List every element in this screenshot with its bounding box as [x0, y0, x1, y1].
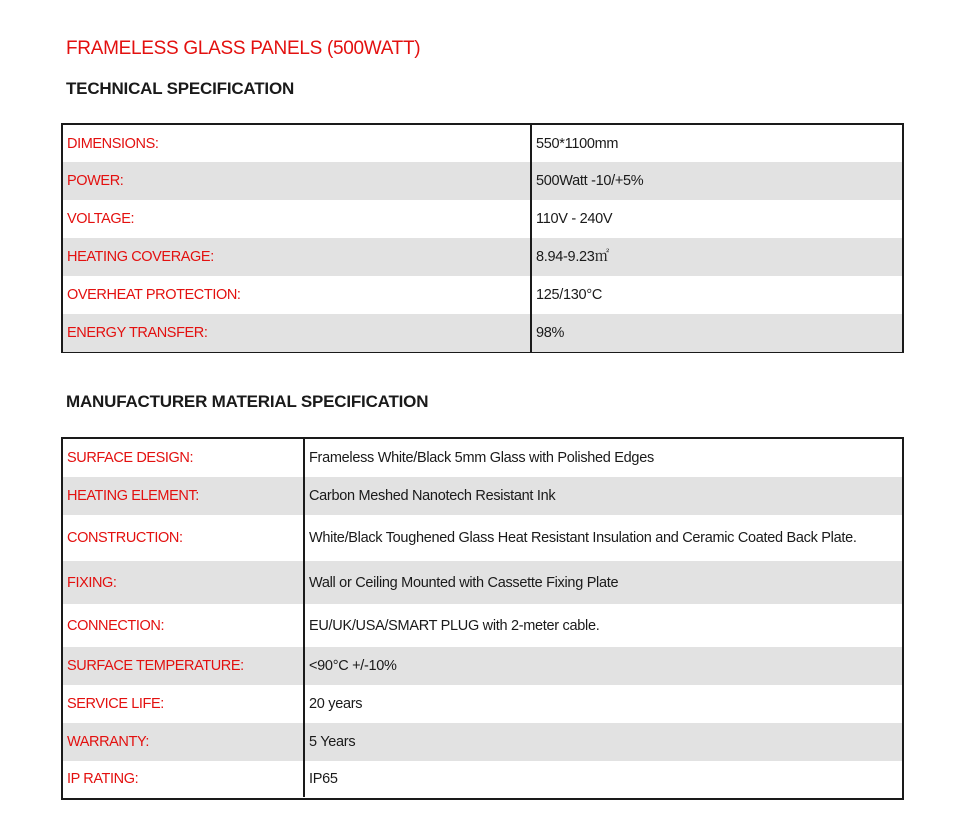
table-row-service-life — [63, 685, 902, 723]
table-row-power — [63, 162, 902, 200]
row-value: Frameless White/Black 5mm Glass with Polished Edges — [309, 450, 654, 466]
row-value: 550*1100mm — [536, 135, 619, 152]
row-label: CONSTRUCTION: — [63, 515, 305, 561]
table-row-heating-element — [63, 477, 902, 515]
row-value: 5 Years — [309, 734, 356, 750]
row-value: Carbon Meshed Nanotech Resistant Ink — [309, 488, 556, 504]
row-value: 110V - 240V — [536, 211, 613, 227]
row-label: DIMENSIONS: — [63, 125, 532, 162]
row-value: 98% — [536, 325, 565, 341]
row-label: HEATING COVERAGE: — [63, 238, 532, 276]
row-label: SURFACE DESIGN: — [63, 439, 305, 477]
row-label: FIXING: — [63, 561, 305, 604]
table-row-overheat-protection — [63, 276, 902, 314]
row-label: IP RATING: — [63, 761, 305, 797]
table-row-dimensions — [63, 125, 902, 162]
table-row-surface-design — [63, 439, 902, 477]
row-label: POWER: — [63, 162, 532, 200]
row-value: White/Black Toughened Glass Heat Resistant Insulation and Ceramic Coated Back Plate. — [309, 530, 857, 546]
row-label: SERVICE LIFE: — [63, 685, 305, 723]
row-label: ENERGY TRANSFER: — [63, 314, 532, 352]
row-label: HEATING ELEMENT: — [63, 477, 305, 515]
row-value: IP65 — [309, 771, 338, 787]
row-label: OVERHEAT PROTECTION: — [63, 276, 532, 314]
row-value: EU/UK/USA/SMART PLUG with 2-meter cable. — [309, 617, 600, 634]
material-specification-table — [61, 437, 904, 800]
technical-specification-heading: TECHNICAL SPECIFICATION — [66, 79, 295, 98]
page-title: FRAMELESS GLASS PANELS (500WATT) — [66, 38, 421, 59]
row-value: 500Watt -10/+5% — [536, 173, 644, 189]
row-value: <90°C +/-10% — [309, 658, 397, 674]
table-row-surface-temperature — [63, 647, 902, 685]
technical-specification-table — [61, 123, 904, 353]
row-label: SURFACE TEMPERATURE: — [63, 647, 305, 685]
table-row-energy-transfer — [63, 314, 902, 352]
table-row-fixing — [63, 561, 902, 604]
table-row-connection — [63, 604, 902, 647]
table-row-construction — [63, 515, 902, 561]
row-value: 8.94-9.23㎡ — [536, 249, 609, 265]
table-row-ip-rating — [63, 761, 902, 797]
table-row-voltage — [63, 200, 902, 238]
table-row-heating-coverage — [63, 238, 902, 276]
row-value: Wall or Ceiling Mounted with Cassette Fixing Plate — [309, 574, 619, 591]
table-row-warranty — [63, 723, 902, 761]
row-value: 125/130°C — [536, 287, 602, 303]
row-label: WARRANTY: — [63, 723, 305, 761]
row-label: VOLTAGE: — [63, 200, 532, 238]
row-label: CONNECTION: — [63, 604, 305, 647]
material-specification-heading: MANUFACTURER MATERIAL SPECIFICATION — [66, 392, 429, 411]
row-value: 20 years — [309, 696, 363, 712]
